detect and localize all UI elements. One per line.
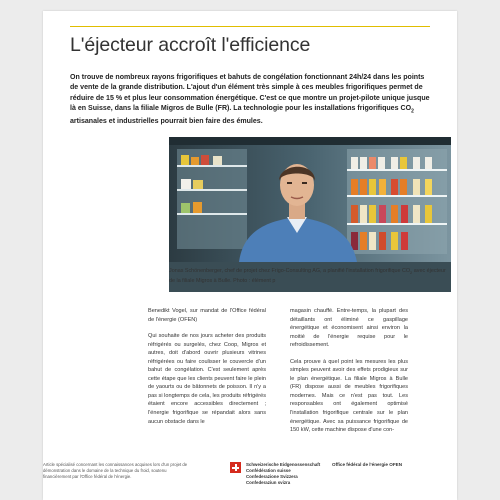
- office-name: Office fédéral de l'énergie OFEN: [332, 462, 403, 467]
- article-title: L'éjecteur accroît l'efficience: [70, 34, 311, 56]
- body-column-1: [148, 307, 266, 434]
- body-paragraph: Qui souhaite de nos jours acheter des produits réfrigérés ou surgelés, chez Coop, Migros et autres, doit d'abord ouvrir plusieurs vitrines réfrigérées ou faire coulisser le couvercle d'un bahut de congélation. C'est seulement après cette étape que les clients peuvent faire le plein de yaourts ou de bâtonnets de poisson. Il n'y a pas si longtemps de cela, les produits réfrigérés étaient encore accessibles directement ; l'énergie frigorifique se répandait alors sans aucun obstacle dans le: [148, 333, 266, 425]
- confed-line-2: Confédération suisse: [246, 467, 291, 473]
- confed-line-1: Schweizerische Eidgenossenschaft: [246, 462, 321, 467]
- body-paragraph: Cela prouve à quel point les mesures les plus simples peuvent avoir des effets prodigieux sur le plan énergétique. La filiale Migros à Bulle (FR) dispose aussi de meubles frigorifiques modernes. Mais ce n'est pas tout. Les responsables ont également optimisé l'installation frigorifique centrale sur le plan énergétique. Avec sa puissance frigorifique de 150 kW, cette machine dispose d'une con-: [290, 358, 408, 434]
- document-page: [43, 11, 457, 500]
- swiss-flag-icon: [230, 462, 241, 473]
- body-column-2: [290, 307, 408, 443]
- byline: Benedikt Vogel, sur mandat de l'Office fédéral de l'énergie (OFEN): [148, 308, 266, 323]
- header-rule: [70, 26, 430, 27]
- body-paragraph: magasin chauffé. Entre-temps, la plupart des détaillants ont éliminé ce gaspillage énergétique et économisent ainsi environ la moitié de l'énergie requise pour le refroidissement.: [290, 308, 408, 349]
- photo-illustration: [169, 137, 451, 262]
- photo-caption: Jonas Schönenberger, chef de projet chez Frigo-Consulting AG, a planifié l'installation frigorifique $CO_2$ avec éjecteur de la filiale Migros à Bulle. Photo : élément p: [169, 268, 446, 285]
- confed-line-4: Confederaziun svizra: [246, 479, 291, 485]
- confederation-block: [246, 462, 326, 486]
- confed-line-3: Confederazione Svizzera: [246, 473, 298, 479]
- footer-note: Article spécialisé concernant les connaissances acquises lors d'un projet de démonstration dans le domaine de la technique du froid, soutenu financièrement par l'Office fédéral de l'énergie.: [43, 462, 188, 479]
- article-lead: On trouve de nombreux rayons frigorifiques et bahuts de congélation fonctionnant 24h/24 dans les points de vente de la grande distribution. L'ajout d'un élément très simple à ces meubles frigorifiques permet de réduire de 15 % et plus leur consommation énergétique. C'est ce que montre un projet-pilote unique jusque là en Suisse, dans la filiale Migros de Bulle (FR). La technologie pour les installations frigorifiques $CO_2$ artisanales et industrielles pourrait bien faire des émules.: [70, 74, 430, 126]
